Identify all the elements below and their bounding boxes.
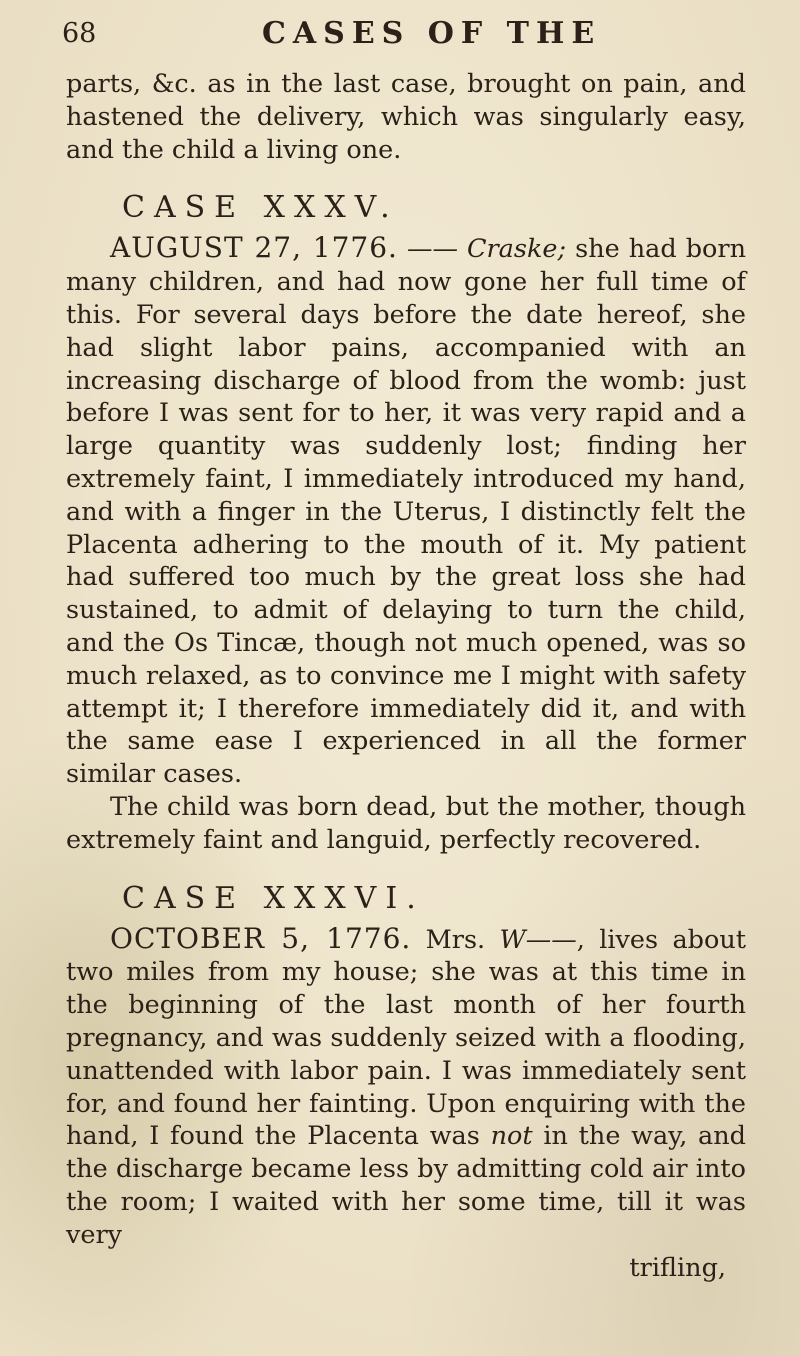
- case-36-name-prefix: Mrs.: [411, 924, 500, 955]
- case-35-text: she had born many children, and had now gone her full time of this. For several days before the date hereof, she had slight labor pains, accompanied with an increasing discharge of blood from the womb: just before I was sent for to her, it was very rapid and a large quantity was suddenly lost; finding her extremely faint, I immediately introduced my hand, and with a finger in the Uterus, I distinctly felt the Placenta adhering to the mouth of it. My patient had suffered too much by the great loss she had sustained, to admit of delaying to turn the child, and the Os Tincæ, though not much opened, was so much relaxed, as to convince me I might with safety attempt it; I therefore immediately did it, and with the same ease I experienced in all the former similar cases.: [66, 234, 746, 790]
- running-title: CASES OF THE: [262, 16, 602, 51]
- body-text: [66, 68, 746, 1284]
- case-35-date: AUGUST 27, 1776.: [110, 231, 398, 265]
- case-35-patient-name: —— Craske;: [406, 234, 567, 265]
- continuation-paragraph: parts, &c. as in the last case, brought on pain, and hastened the delivery, which was singularly easy, and the child a living one.: [66, 69, 746, 165]
- running-head: [52, 12, 752, 52]
- case-36-text-a: , lives about two miles from my house; she was at this time in the beginning of the last month of her fourth pregnancy, and was suddenly seized with a flooding, unattended with labor pain. I was immediately sent for, and found her fainting. Upon enquiring with the hand, I found the Placenta was: [66, 924, 747, 1152]
- page-number: 68: [62, 18, 97, 49]
- case-36-text-b: in the way, and the discharge became less by admitting cold air into the room; I waited with her some time, till it was very: [66, 1121, 746, 1250]
- case-36-emphasis-not: not: [490, 1121, 533, 1152]
- case-heading-36: CASE XXXVI.: [122, 880, 425, 916]
- case-35-paragraph-1: [66, 232, 746, 791]
- catchword: trifling,: [629, 1252, 726, 1283]
- case-36-patient-name: W——: [499, 924, 577, 955]
- case-heading-35: CASE XXXV.: [122, 190, 399, 226]
- case-35-paragraph-2: The child was born dead, but the mother, though extremely faint and languid, perfectly recovered.: [66, 791, 746, 855]
- case-36-paragraph: [66, 923, 746, 1252]
- case-36-date: OCTOBER 5, 1776.: [110, 921, 412, 955]
